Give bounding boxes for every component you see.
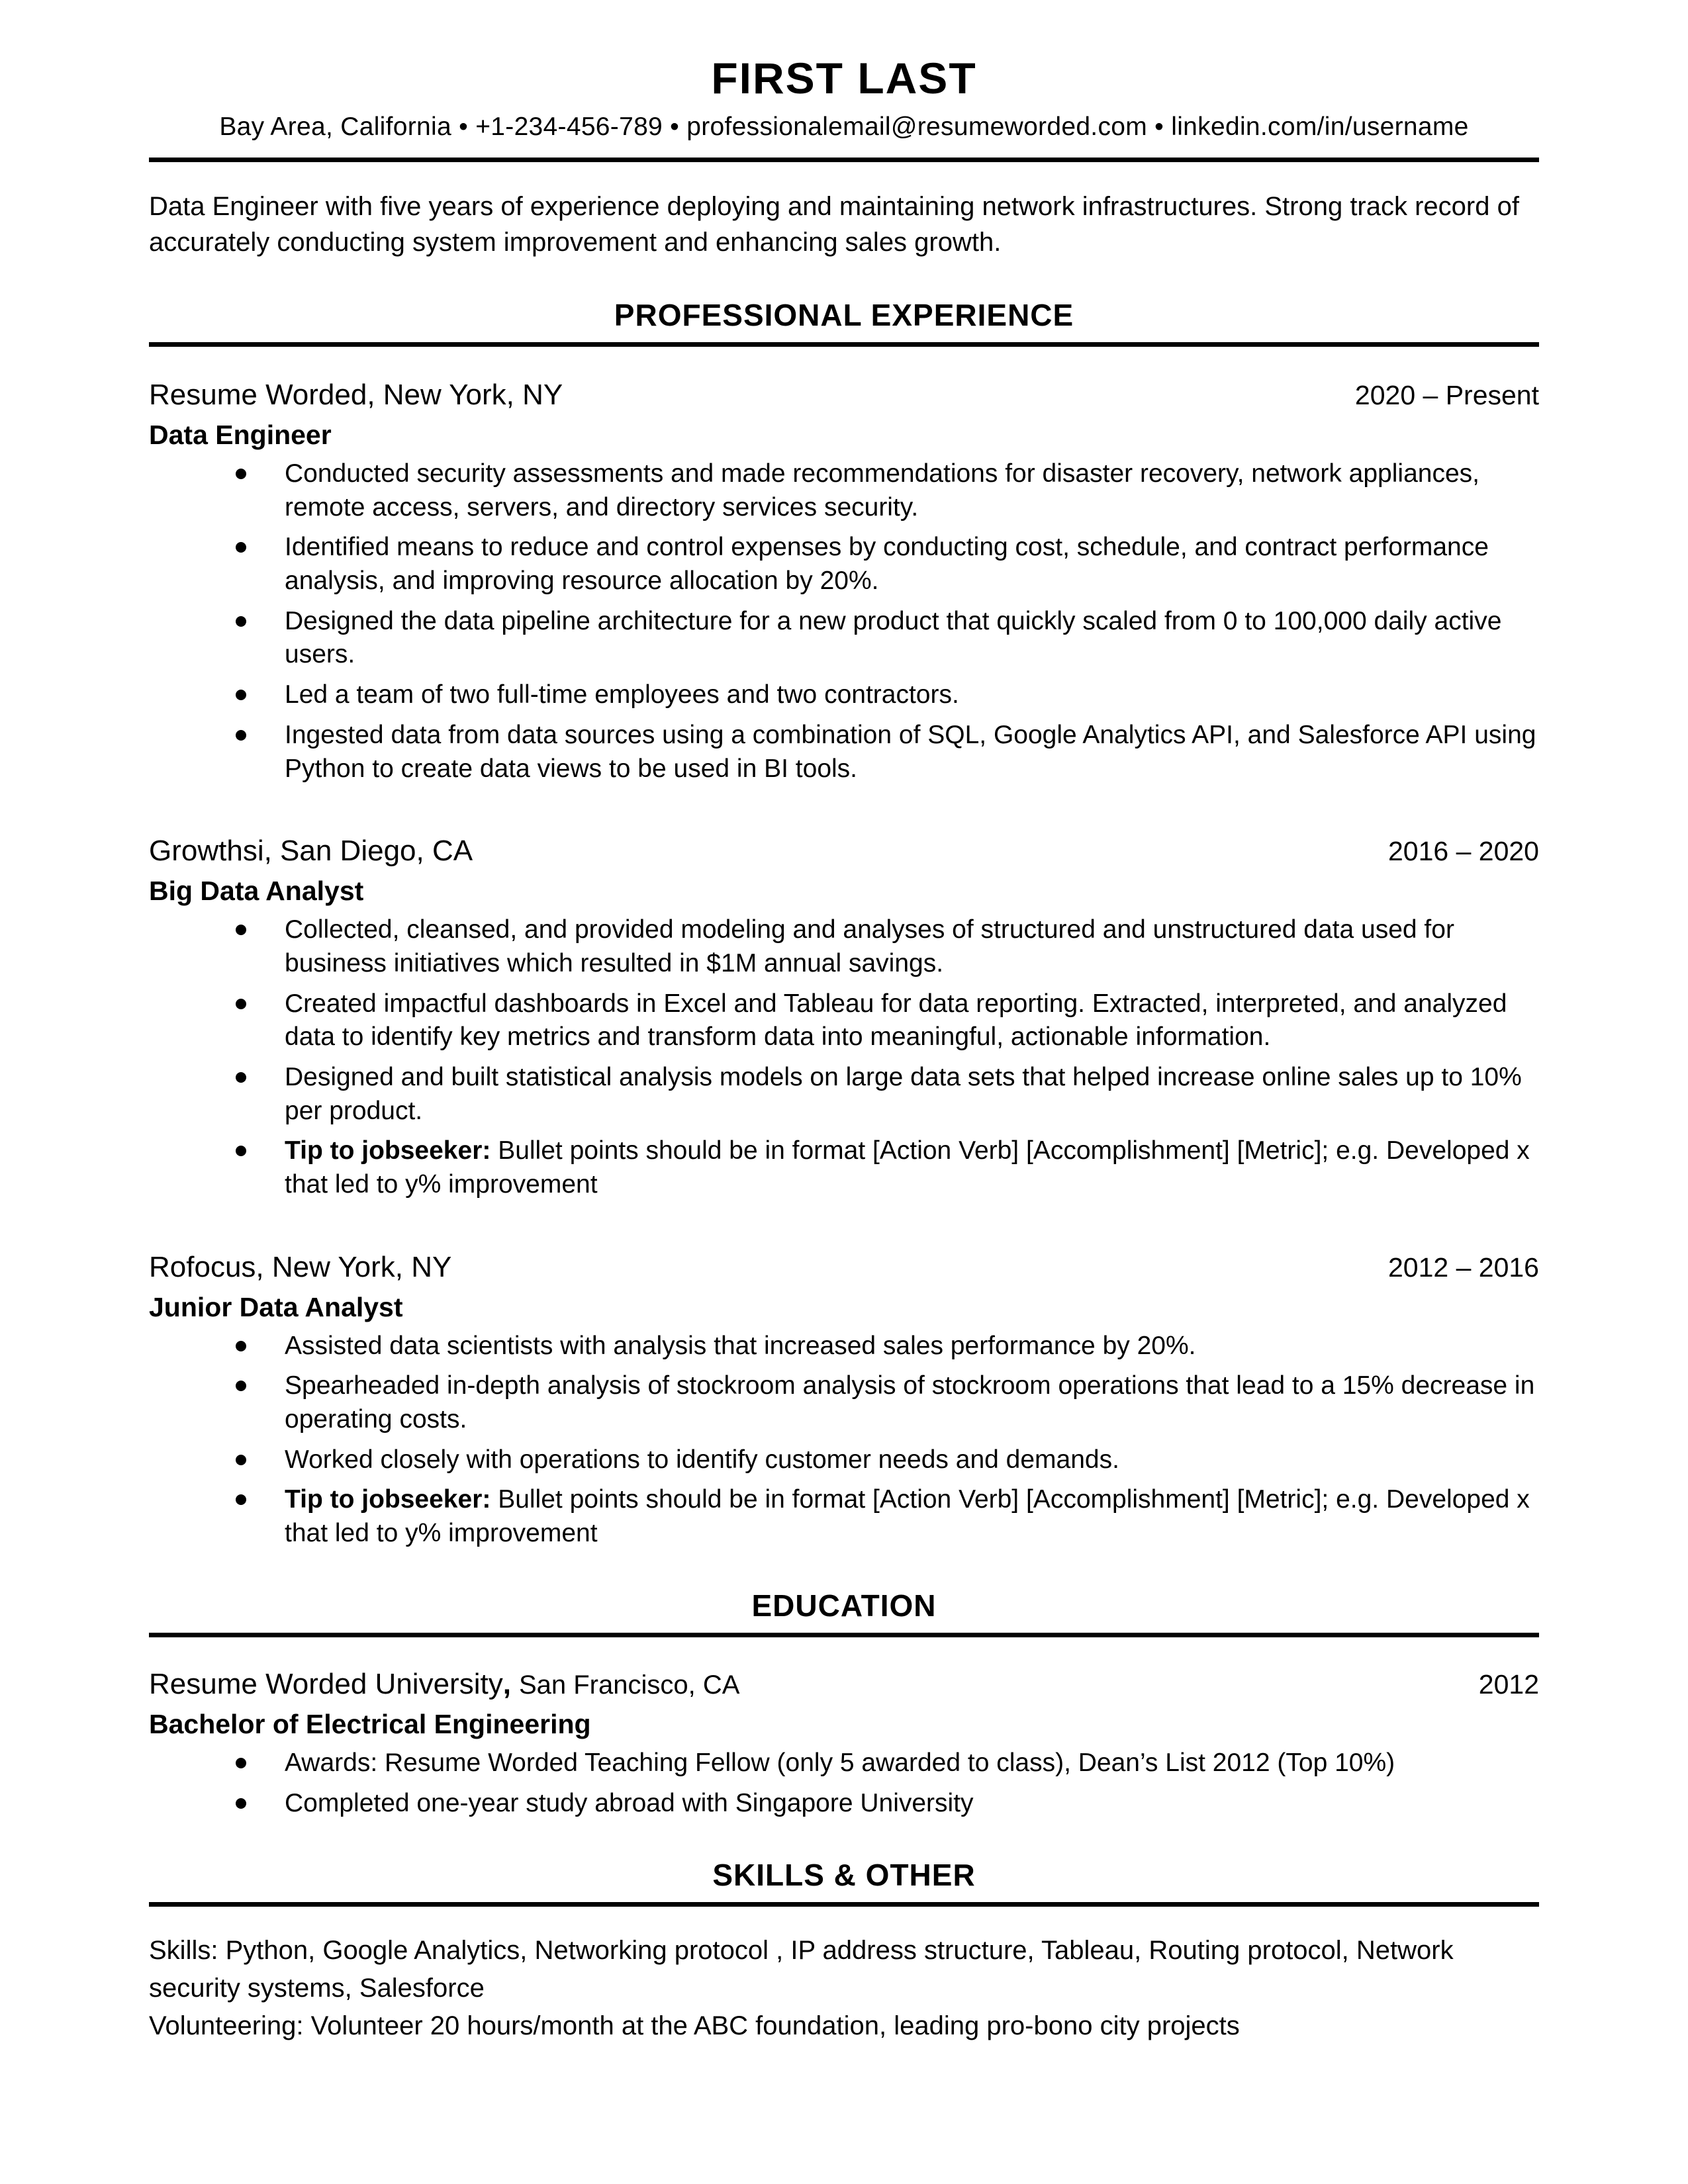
bullet-item	[285, 1787, 1539, 1821]
job-entry-growthsi	[149, 835, 1539, 1202]
bullet-text: Awards: Resume Worded Teaching Fellow (only 5 awarded to class), Dean’s List 2012 (Top 10%)	[285, 1748, 1395, 1777]
job-header-row	[149, 379, 1539, 412]
section-title-education: EDUCATION	[751, 1588, 937, 1623]
degree-title: Bachelor of Electrical Engineering	[149, 1708, 591, 1739]
bullet-item	[285, 987, 1539, 1054]
job-header-row	[149, 835, 1539, 868]
header-divider	[149, 158, 1539, 162]
company-name: Resume Worded, New York, NY	[149, 379, 563, 411]
bullet-list	[149, 1330, 1539, 1551]
bullet-text: Worked closely with operations to identify customer needs and demands.	[285, 1445, 1119, 1474]
bullet-item	[285, 1369, 1539, 1436]
bullet-text: Created impactful dashboards in Excel and Tableau for data reporting. Extracted, interpreted, and analyzed data to identify key metrics and transform data into meaningful, actionable information.	[285, 989, 1507, 1052]
job-role: Junior Data Analyst	[149, 1291, 403, 1322]
tip-to-jobseeker-lead: Tip to jobseeker:	[285, 1136, 491, 1165]
bullet-item	[285, 1747, 1539, 1780]
bullet-text: Collected, cleansed, and provided modeling and analyses of structured and unstructured data used for business initiatives which resulted in $1M annual savings.	[285, 915, 1454, 978]
bullet-text: Assisted data scientists with analysis that increased sales performance by 20%.	[285, 1331, 1196, 1360]
bullet-item	[285, 1483, 1539, 1550]
job-dates: 2020 – Present	[1354, 380, 1539, 410]
volunteering-line: Volunteering: Volunteer 20 hours/month at the ABC foundation, leading pro-bono city projects	[149, 2011, 1240, 2040]
bullet-text: Completed one-year study abroad with Singapore University	[285, 1788, 974, 1817]
bullet-item	[285, 605, 1539, 672]
summary-text: Data Engineer with five years of experience deploying and maintaining network infrastructures. Strong track record of accurately conducting system improvement and enhancing sales growth.	[149, 192, 1519, 257]
job-dates: 2016 – 2020	[1387, 836, 1539, 867]
bullet-list	[149, 913, 1539, 1202]
school-location: San Francisco, CA	[518, 1670, 740, 1700]
bullet-text: Conducted security assessments and made recommendations for disaster recovery, network appliances, remote access, servers, and directory services security.	[285, 459, 1479, 522]
bullet-text: Bullet points should be in format [Action Verb] [Accomplishment] [Metric]; e.g. Developed x that led to y% improvement	[285, 1485, 1530, 1548]
bullet-text: Led a team of two full-time employees and two contractors.	[285, 680, 959, 709]
bullet-item	[285, 678, 1539, 712]
education-entry	[149, 1668, 1539, 1820]
bullet-text: Designed and built statistical analysis models on large data sets that helped increase online sales up to 10% per product.	[285, 1062, 1522, 1125]
company-name: Growthsi, San Diego, CA	[149, 835, 473, 868]
section-title-skills-other: SKILLS & OTHER	[712, 1858, 976, 1893]
job-role: Big Data Analyst	[149, 876, 364, 907]
job-header-row	[149, 1251, 1539, 1284]
job-entry-rofocus	[149, 1251, 1539, 1551]
section-title-professional-experience: PROFESSIONAL EXPERIENCE	[614, 298, 1074, 332]
bullet-text: Designed the data pipeline architecture for a new product that quickly scaled from 0 to 100,000 daily active users.	[285, 606, 1502, 669]
bullet-item	[285, 1134, 1539, 1201]
bullet-item	[285, 1330, 1539, 1363]
company-name: Rofocus, New York, NY	[149, 1250, 452, 1283]
bullet-text: Identified means to reduce and control expenses by conducting cost, schedule, and contract performance analysis, and improving resource allocation by 20%.	[285, 533, 1489, 596]
contact-line: Bay Area, California • +1-234-456-789 • professionalemail@resumeworded.com • linkedin.com/in/username	[219, 113, 1469, 141]
education-divider	[149, 1633, 1539, 1637]
bullet-list	[149, 457, 1539, 786]
school-name: Resume Worded University	[149, 1667, 503, 1700]
job-entry-resume-worded	[149, 379, 1539, 786]
education-header-row	[149, 1668, 1539, 1701]
bullet-text: Ingested data from data sources using a combination of SQL, Google Analytics API, and Salesforce API using Python to create data views to be used in BI tools.	[285, 720, 1536, 783]
bullet-item	[285, 719, 1539, 786]
skills-line: Skills: Python, Google Analytics, Networking protocol , IP address structure, Tableau, Routing protocol, Network security systems, Salesforce	[149, 1936, 1454, 2003]
bullet-item	[285, 531, 1539, 598]
skills-divider	[149, 1902, 1539, 1907]
bullet-item	[285, 1443, 1539, 1477]
skills-block	[149, 1932, 1539, 2044]
tip-to-jobseeker-lead: Tip to jobseeker:	[285, 1485, 491, 1514]
school-comma: ,	[502, 1667, 511, 1700]
bullet-item	[285, 457, 1539, 524]
bullet-item	[285, 913, 1539, 980]
bullet-text: Bullet points should be in format [Action Verb] [Accomplishment] [Metric]; e.g. Developed x that led to y% improvement	[285, 1136, 1530, 1199]
bullet-item	[285, 1061, 1539, 1128]
bullet-list	[149, 1747, 1539, 1820]
job-dates: 2012 – 2016	[1387, 1251, 1539, 1283]
education-dates: 2012	[1478, 1668, 1539, 1700]
job-role: Data Engineer	[149, 420, 332, 450]
bullet-text: Spearheaded in-depth analysis of stockroom analysis of stockroom operations that lead to a 15% decrease in operating costs.	[285, 1371, 1535, 1434]
school-line	[149, 1668, 739, 1701]
experience-divider	[149, 342, 1539, 347]
candidate-name: FIRST LAST	[711, 54, 977, 103]
